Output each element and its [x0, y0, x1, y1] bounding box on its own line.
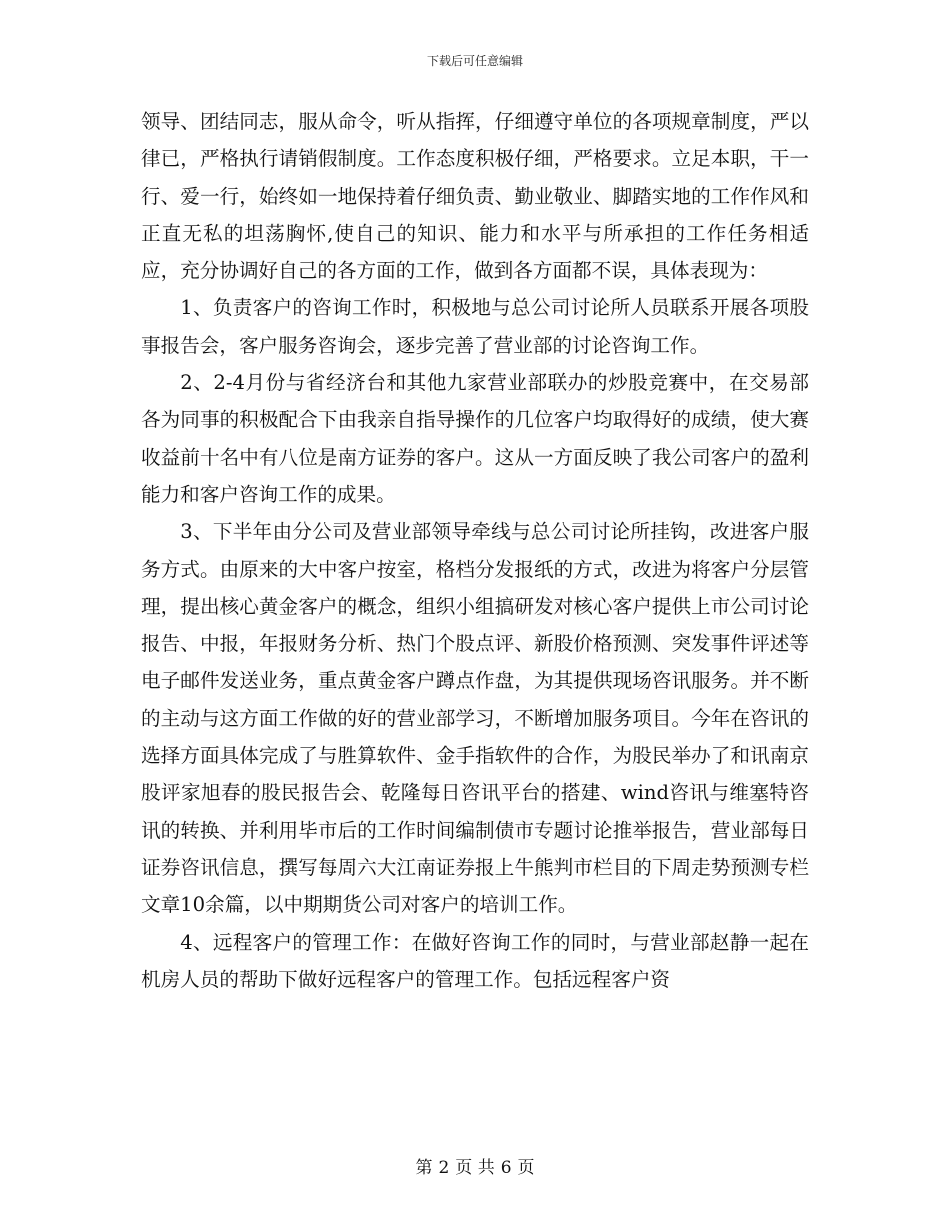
footer-prefix: 第 — [415, 1158, 433, 1178]
paragraph-item-2: 2、2-4月份与省经济台和其他九家营业部联办的炒股竞赛中，在交易部各为同事的积极配合下由我亲自指导操作的几位客户均取得好的成绩，使大赛收益前十名中有八位是南方证券的客户。这从一方面反映了我公司客户的盈利能力和客户咨询工作的成果。 — [141, 371, 809, 506]
paragraph-item-1: 1、负责客户的咨询工作时，积极地与总公司讨论所人员联系开展各项股事报告会，客户服务咨询会，逐步完善了营业部的讨论咨询工作。 — [141, 296, 809, 357]
paragraph-item-3: 3、下半年由分公司及营业部领导牵线与总公司讨论所挂钩，改进客户服务方式。由原来的大中客户按室，格档分发报纸的方式，改进为将客户分层管理，提出核心黄金客户的概念，组织小组搞研发对核心客户提供上市公司讨论报告、中报，年报财务分析、热门个股点评、新股价格预测、突发事件评述等电子邮件发送业务，重点黄金客户蹲点作盘，为其提供现场咨讯服务。并不断的主动与这方面工作做的好的营业部学习，不断增加服务项目。今年在咨讯的选择方面具体完成了与胜算软件、金手指软件的合作，为股民举办了和讯南京股评家旭春的股民报告会、乾隆每日咨讯平台的搭建、wind咨讯与维塞特咨讯的转换、并利用毕市后的工作时间编制债市专题讨论推举报告，营业部每日证券咨讯信息，撰写每周六大江南证券报上牛熊判市栏目的下周走势预测专栏文章10余篇，以中期期货公司对客户的培训工作。 — [141, 520, 809, 917]
footer-total-pages: 6 — [500, 1158, 512, 1178]
footer-suffix: 页 — [517, 1158, 535, 1178]
paragraph-item-4: 4、远程客户的管理工作：在做好咨询工作的同时，与营业部赵静一起在机房人员的帮助下做好远程客户的管理工作。包括远程客户资 — [141, 930, 809, 991]
paragraph-intro: 领导、团结同志，服从命令，听从指挥，仔细遵守单位的各项规章制度，严以律已，严格执行请销假制度。工作态度积极仔细，严格要求。立足本职，干一行、爱一行，始终如一地保持着仔细负责、勤业敬业、脚踏实地的工作作风和正直无私的坦荡胸怀,使自己的知识、能力和水平与所承担的工作任务相适应，充分协调好自己的各方面的工作，做到各方面都不误，具体表现为： — [141, 110, 809, 283]
document-body — [141, 103, 809, 998]
page-footer — [0, 1153, 950, 1178]
header-note: 下载后可任意编辑 — [426, 54, 523, 68]
footer-page-number: 2 — [438, 1158, 450, 1178]
footer-middle: 页 共 — [455, 1158, 495, 1178]
